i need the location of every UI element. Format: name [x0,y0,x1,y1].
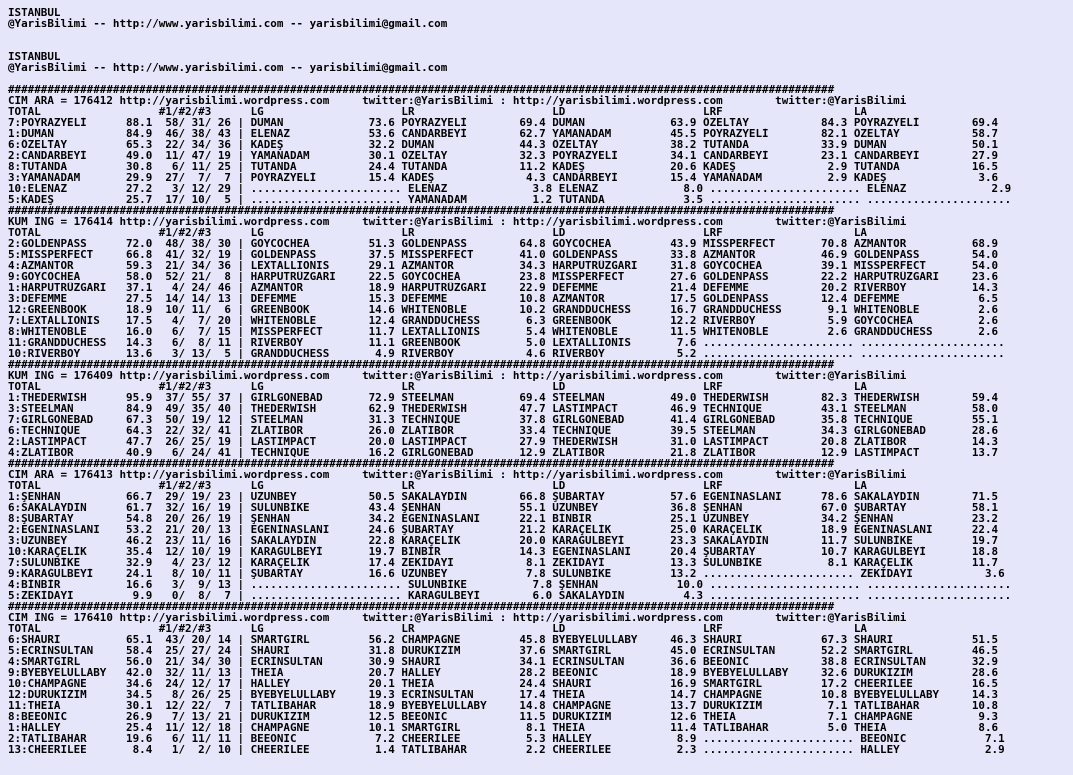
table-row: 6:SAKALAYDIN 61.7 32/ 16/ 19 | SULUNBİKE 43.4 ŞENHAN 55.1 UZUNBEY 36.8 ŞENHAN 67.0 ŞUBARTAY 58.1 [8,502,999,513]
table-row: 10:CHAMPAGNE 34.6 24/ 12/ 17 | HALLEY 20.1 THEIA 24.4 SHAURI 16.9 SMARTGIRL 17.2 CHEERILEE 16.5 [8,678,999,689]
table-row: 3:UZUNBEY 46.2 23/ 11/ 16 | SAKALAYDIN 22.8 KARAÇELİK 20.0 KARAĞULBEYİ 23.3 SAKALAYDIN 11.7 SULUNBİKE 19.7 [8,535,999,546]
table-row: 11:GRANDDUCHESS 14.3 6/ 8/ 11 | RIVERBOY 11.1 GREENBOOK 5.0 LEXTALLIONIS 7.6 ....................... ...................... [8,337,1005,348]
separator-line: ############################################################################################################################## [8,458,835,469]
table-row: 8:ŞUBARTAY 54.8 20/ 26/ 19 | ŞENHAN 34.2 EGENİNASLANI 22.1 BİNBİR 25.1 UZUNBEY 34.2 ŞENHAN 23.2 [8,513,999,524]
table-row: 1:HALLEY 25.4 11/ 12/ 18 | CHAMPAGNE 10.1 SMARTGIRL 8.1 THEIA 11.4 TATLIBAHAR 5.0 THEIA 8.6 [8,722,999,733]
table-row: 12:GREENBOOK 18.9 10/ 11/ 6 | GREENBOOK 14.6 WHITENOBLE 10.2 GRANDDUCHESS 16.7 GRANDDUCHESS 9.1 WHITENOBLE 2.6 [8,304,999,315]
column-header: TOTAL #1/#2/#3 LG LR LD LRF LA [8,381,867,392]
table-row: 8:BEEONIC 26.9 7/ 13/ 21 | DURUKIZIM 12.5 BEEONIC 11.5 DURUKIZIM 12.6 THEIA 7.1 CHAMPAGNE 9.3 [8,711,999,722]
separator-line: ############################################################################################################################## [8,601,835,612]
table-row: 12:DURUKIZIM 34.5 8/ 26/ 25 | BYEBYELULLABY 19.3 ECRİNSULTAN 17.4 THEIA 14.7 CHAMPAGNE 10.8 BYEBYELULLABY 14.3 [8,689,999,700]
table-row: 10:RIVERBOY 13.6 3/ 13/ 5 | GRANDDUCHESS 4.9 RIVERBOY 4.6 RIVERBOY 5.2 ....................... ...................... [8,348,1005,359]
table-row: 6:TECHNIQUE 64.3 22/ 32/ 41 | ZLATIBOR 26.0 ZLATIBOR 33.4 TECHNIQUE 39.5 STEELMAN 34.3 GIRLGONEBAD 28.6 [8,425,999,436]
table-row: 2:TATLIBAHAR 19.6 6/ 11/ 11 | BEEONIC 7.2 CHEERILEE 5.3 HALLEY 8.9 ....................... BEEONIC 7.1 [8,733,1005,744]
race-header: KUM ING = 176409 http://yarisbilimi.wordpress.com twitter:@YarisBilimi : http://yarisbilimi.wordpress.com twitter:@YarisBilimi [8,370,907,381]
table-row: 13:CHEERILEE 8.4 1/ 2/ 10 | CHEERILEE 1.4 TATLIBAHAR 2.2 CHEERILEE 2.3 ....................... HALLEY 2.9 [8,744,1005,755]
column-header: TOTAL #1/#2/#3 LG LR LD LRF LA [8,623,867,634]
city-title-repeat: ISTANBUL [8,51,61,62]
table-row: 2:GOLDENPASS 72.0 48/ 38/ 30 | GOYCOCHEA 51.3 GOLDENPASS 64.8 GOYCOCHEA 43.9 MISSPERFECT 70.8 AZMANTOR 68.9 [8,238,999,249]
table-row: 5:KADEŞ 25.7 17/ 10/ 5 | ....................... YAMANADAM 1.2 TUTANDA 3.5 ....................... ...................... [8,194,1012,205]
table-row: 4:AZMANTOR 59.3 21/ 34/ 36 | LEXTALLIONIS 29.1 AZMANTOR 34.3 HARPUTRÜZGARI 31.8 GOYCOCHEA 39.1 MISSPERFECT 54.0 [8,260,999,271]
column-header: TOTAL #1/#2/#3 LG LR LD LRF LA [8,227,867,238]
spacer [8,29,1068,40]
table-row: 2:EGENİNASLANI 53.2 21/ 20/ 13 | EGENİNASLANI 24.6 ŞUBARTAY 21.2 KARAÇELİK 25.0 KARAÇELİK 18.9 EGENİNASLANI 22.4 [8,524,999,535]
race-section [8,469,1068,601]
table-row: 9:GOYCOCHEA 58.0 52/ 21/ 8 | HARPUTRÜZGARI 22.5 GOYCOCHEA 23.8 MISSPERFECT 27.6 GOLDENPASS 22.2 HARPUTRÜZGARI 23.6 [8,271,999,282]
race-section [8,95,1068,205]
table-row: 4:SMARTGIRL 56.0 21/ 34/ 30 | ECRİNSULTAN 30.9 SHAURI 34.1 ECRİNSULTAN 36.6 BEEONIC 38.8 ECRİNSULTAN 32.9 [8,656,999,667]
table-row: 9:KARAĞULBEYİ 24.1 8/ 10/ 11 | ŞUBARTAY 16.6 UZUNBEY 7.8 SULUNBİKE 13.2 ....................... ZEKİDAYI 3.6 [8,568,1005,579]
race-header: CIM ARA = 176413 http://yarisbilimi.wordpress.com twitter:@YarisBilimi : http://yarisbilimi.wordpress.com twitter:@YarisBilimi [8,469,907,480]
table-row: 3:DEFEMME 27.5 14/ 14/ 13 | DEFEMME 15.3 DEFEMME 10.8 AZMANTOR 17.5 GOLDENPASS 12.4 DEFEMME 6.5 [8,293,999,304]
separator-line: ############################################################################################################################## [8,359,835,370]
spacer [8,73,1068,84]
table-row: 5:MISSPERFECT 66.8 41/ 32/ 19 | GOLDENPASS 37.5 MISSPERFECT 41.0 GOLDENPASS 33.8 AZMANTOR 46.9 GOLDENPASS 54.0 [8,249,999,260]
table-row: 2:CANDARBEYİ 49.0 11/ 47/ 19 | YAMANADAM 30.1 ÖZELTAY 32.3 POYRAZYELİ 34.1 CANDARBEYİ 23.1 CANDARBEYİ 27.9 [8,150,999,161]
table-row: 8:TUTANDA 30.8 6/ 11/ 25 | TUTANDA 24.4 TUTANDA 11.2 KADEŞ 20.6 KADEŞ 2.9 TUTANDA 16.5 [8,161,999,172]
race-header: CIM ING = 176410 http://yarisbilimi.wordpress.com twitter:@YarisBilimi : http://yarisbilimi.wordpress.com twitter:@YarisBilimi [8,612,907,623]
table-row: 2:LASTIMPACT 47.7 26/ 25/ 19 | LASTIMPACT 20.0 LASTIMPACT 27.9 THEDERWISH 31.0 LASTIMPACT 20.8 ZLATIBOR 14.3 [8,436,999,447]
contact-line-repeat: @YarisBilimi -- http://www.yarisbilimi.com -- yarisbilimi@gmail.com [8,62,448,73]
column-header: TOTAL #1/#2/#3 LG LR LD LRF LA [8,106,867,117]
table-row: 5:ECRİNSULTAN 58.4 25/ 27/ 24 | SHAURI 31.8 DURUKIZIM 37.6 SMARTGIRL 45.0 ECRİNSULTAN 52.2 SMARTGIRL 46.5 [8,645,999,656]
table-row: 1:DUMAN 84.9 46/ 38/ 43 | ELENAZ 53.6 CANDARBEYİ 62.7 YAMANADAM 45.5 POYRAZYELİ 82.1 ÖZELTAY 58.7 [8,128,999,139]
table-row: 7:SULUNBİKE 32.9 4/ 23/ 12 | KARAÇELİK 17.4 ZEKİDAYI 8.1 ZEKİDAYI 13.3 SULUNBİKE 8.1 KARAÇELİK 11.7 [8,557,999,568]
table-row: 1:ŞENHAN 66.7 29/ 19/ 23 | UZUNBEY 50.5 SAKALAYDIN 66.8 ŞUBARTAY 57.6 EGENİNASLANI 78.6 SAKALAYDIN 71.5 [8,491,999,502]
table-row: 7:POYRAZYELİ 88.1 58/ 31/ 26 | DUMAN 73.6 POYRAZYELİ 69.4 DUMAN 63.9 ÖZELTAY 84.3 POYRAZYELİ 69.4 [8,117,999,128]
race-section [8,216,1068,359]
race-section [8,370,1068,458]
table-row: 1:HARPUTRÜZGARI 37.1 4/ 24/ 46 | AZMANTOR 18.9 HARPUTRÜZGARI 22.9 DEFEMME 21.4 DEFEMME 20.2 RIVERBOY 14.3 [8,282,999,293]
table-row: 1:THEDERWISH 95.9 37/ 55/ 37 | GIRLGONEBAD 72.9 STEELMAN 69.4 STEELMAN 49.0 THEDERWISH 82.3 THEDERWISH 59.4 [8,392,999,403]
table-row: 7:GIRLGONEBAD 67.3 50/ 19/ 12 | STEELMAN 31.3 TECHNIQUE 37.8 GIRLGONEBAD 41.4 GIRLGONEBAD 35.8 TECHNIQUE 55.1 [8,414,999,425]
table-row: 6:SHAURI 65.1 43/ 20/ 14 | SMARTGIRL 56.2 CHAMPAGNE 45.8 BYEBYELULLABY 46.3 SHAURI 67.3 SHAURI 51.5 [8,634,999,645]
table-row: 9:BYEBYELULLABY 42.0 32/ 11/ 13 | THEIA 20.7 HALLEY 28.2 BEEONIC 18.9 BYEBYELULLABY 32.6 DURUKIZIM 28.6 [8,667,999,678]
column-header: TOTAL #1/#2/#3 LG LR LD LRF LA [8,480,867,491]
race-report [8,7,1068,755]
separator-line: ############################################################################################################################## [8,84,835,95]
table-row: 6:ÖZELTAY 65.3 22/ 34/ 36 | KADEŞ 32.2 DUMAN 44.3 ÖZELTAY 38.2 TUTANDA 33.9 DUMAN 50.1 [8,139,999,150]
race-sections [8,84,1068,755]
race-section [8,612,1068,755]
city-title: ISTANBUL [8,7,61,18]
race-header: CIM ARA = 176412 http://yarisbilimi.wordpress.com twitter:@YarisBilimi : http://yarisbilimi.wordpress.com twitter:@YarisBilimi [8,95,907,106]
table-row: 3:STEELMAN 84.9 49/ 35/ 40 | THEDERWISH 62.9 THEDERWISH 47.7 LASTIMPACT 46.9 TECHNIQUE 43.1 STEELMAN 58.0 [8,403,999,414]
spacer [8,40,1068,51]
table-row: 8:WHITENOBLE 16.0 6/ 7/ 15 | MISSPERFECT 11.7 LEXTALLIONIS 5.4 WHITENOBLE 11.5 WHITENOBLE 2.6 GRANDDUCHESS 2.6 [8,326,999,337]
contact-line: @YarisBilimi -- http://www.yarisbilimi.com -- yarisbilimi@gmail.com [8,18,448,29]
table-row: 3:YAMANADAM 29.9 27/ 7/ 7 | POYRAZYELİ 15.4 KADEŞ 4.3 CANDARBEYİ 15.4 YAMANADAM 2.9 KADEŞ 3.6 [8,172,999,183]
table-row: 4:BİNBİR 16.6 3/ 9/ 13 | ....................... SULUNBİKE 7.8 ŞENHAN 10.0 ....................... ...................... [8,579,1012,590]
race-header: KUM ING = 176414 http://yarisbilimi.wordpress.com twitter:@YarisBilimi : http://yarisbilimi.wordpress.com twitter:@YarisBilimi [8,216,907,227]
table-row: 10:ELENAZ 27.2 3/ 12/ 29 | ....................... ELENAZ 3.8 ELENAZ 8.0 ....................... ELENAZ 2.9 [8,183,1012,194]
table-row: 5:ZEKİDAYI 9.9 0/ 8/ 7 | ....................... KARAĞULBEYİ 6.0 SAKALAYDIN 4.3 ....................... ...................... [8,590,1012,601]
table-row: 11:THEIA 30.1 12/ 22/ 7 | TATLIBAHAR 18.9 BYEBYELULLABY 14.8 CHAMPAGNE 13.7 DURUKIZIM 7.1 TATLIBAHAR 10.8 [8,700,999,711]
table-row: 10:KARAÇELİK 35.4 12/ 10/ 19 | KARAĞULBEYİ 19.7 BİNBİR 14.3 EGENİNASLANI 20.4 ŞUBARTAY 10.7 KARAĞULBEYİ 18.8 [8,546,999,557]
table-row: 7:LEXTALLIONIS 17.5 4/ 7/ 20 | WHITENOBLE 12.4 GRANDDUCHESS 6.3 GREENBOOK 12.2 RIVERBOY 5.9 GOYCOCHEA 2.6 [8,315,999,326]
table-row: 4:ZLATIBOR 40.9 6/ 24/ 41 | TECHNIQUE 16.2 GIRLGONEBAD 12.9 ZLATIBOR 21.8 ZLATIBOR 12.9 LASTIMPACT 13.7 [8,447,999,458]
separator-line: ############################################################################################################################## [8,205,835,216]
